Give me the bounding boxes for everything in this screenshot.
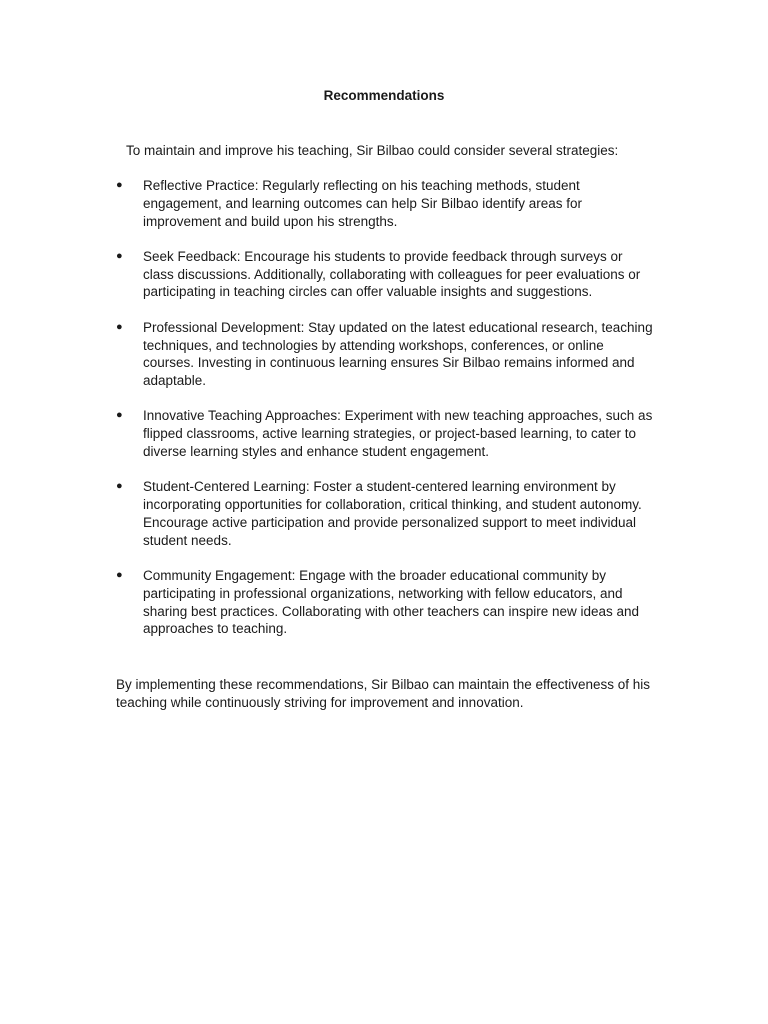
recommendations-list bbox=[116, 177, 656, 656]
list-item bbox=[116, 407, 656, 460]
list-item bbox=[116, 248, 656, 301]
list-item-text: Community Engagement: Engage with the broader educational community by participating in professional organizations, networking with fellow educators, and sharing best practices. Collaborating with other teachers can inspire new ideas and approaches to teaching. bbox=[143, 568, 640, 637]
bullet-icon: ● bbox=[116, 409, 123, 422]
list-item bbox=[116, 567, 656, 638]
intro-paragraph: To maintain and improve his teaching, Sir Bilbao could consider several strategies: bbox=[126, 143, 619, 158]
conclusion-paragraph: By implementing these recommendations, Sir Bilbao can maintain the effectiveness of his teaching while continuously striving for improvement and innovation. bbox=[116, 677, 651, 710]
list-item bbox=[116, 478, 656, 549]
list-item-text: Innovative Teaching Approaches: Experiment with new teaching approaches, such as flipped classrooms, active learning strategies, or project-based learning, to cater to diverse learning styles and enhance student engagement. bbox=[143, 408, 653, 460]
bullet-icon: ● bbox=[116, 249, 123, 262]
list-item-text: Reflective Practice: Regularly reflecting on his teaching methods, student engagement, and learning outcomes can help Sir Bilbao identify areas for improvement and build upon his strengths. bbox=[143, 178, 583, 229]
page-title: Recommendations bbox=[323, 88, 445, 103]
bullet-icon: ● bbox=[116, 179, 123, 191]
bullet-icon: ● bbox=[116, 480, 123, 493]
list-item-text: Professional Development: Stay updated on the latest educational research, teaching techniques, and technologies by attending workshops, conferences, or online courses. Investing in continuous learning ensures Sir Bilbao remains informed and adaptable. bbox=[143, 319, 653, 389]
list-item-text: Seek Feedback: Encourage his students to provide feedback through surveys or class discussions. Additionally, collaborating with colleagues for peer evaluations or participating in teaching circles can offer valuable insights and suggestions. bbox=[143, 248, 641, 300]
bullet-icon: ● bbox=[116, 569, 123, 582]
bullet-icon: ● bbox=[116, 320, 123, 333]
list-item-text: Student-Centered Learning: Foster a student-centered learning environment by incorporating opportunities for collaboration, critical thinking, and student autonomy. Encourage active participation and provide personalized support to meet individual student needs. bbox=[143, 479, 642, 548]
list-item bbox=[116, 319, 656, 390]
list-item bbox=[116, 177, 656, 230]
